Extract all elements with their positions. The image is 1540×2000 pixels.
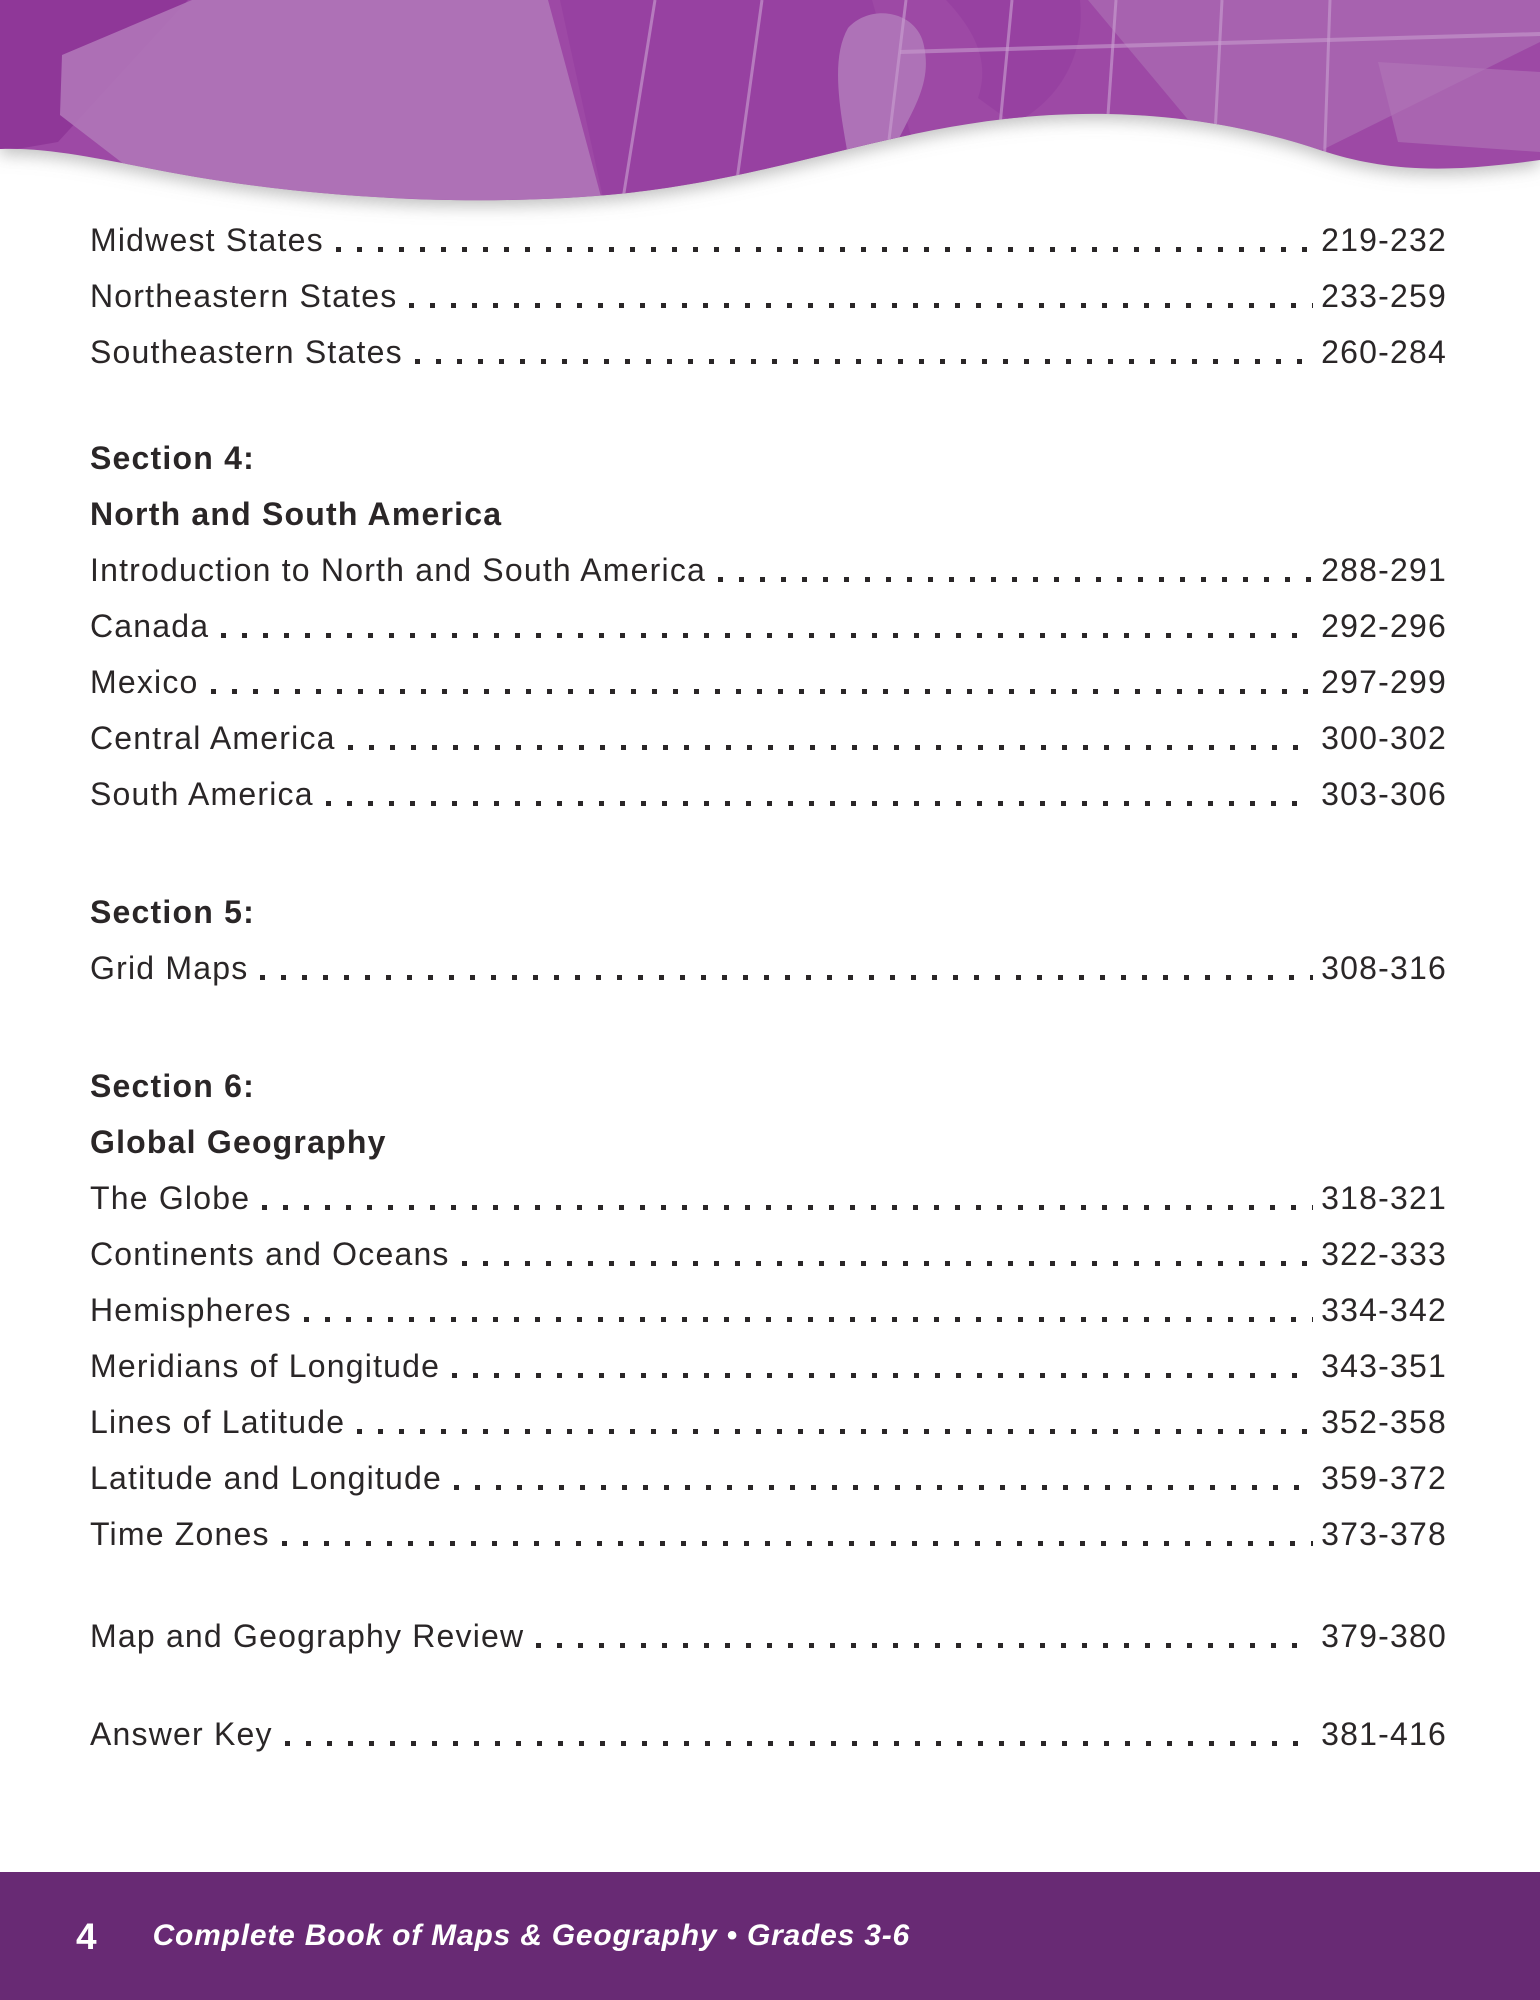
toc-entry [90, 1394, 1447, 1450]
toc-list [90, 212, 1447, 1762]
page-footer [0, 1872, 1540, 2000]
toc-entry [90, 940, 1447, 996]
toc-entry [90, 268, 1447, 324]
toc-entry-pages: 288-291 [1321, 552, 1447, 588]
dot-leader [282, 1541, 1313, 1546]
toc-entry-pages: 297-299 [1321, 664, 1447, 700]
toc-entry-label: Time Zones [90, 1516, 270, 1552]
toc-entry-label: Answer Key [90, 1716, 273, 1752]
toc-entry-label: Introduction to North and South America [90, 552, 707, 588]
toc-entry [90, 598, 1447, 654]
section-header: Section 4: [90, 440, 255, 476]
toc-entry-label: Hemispheres [90, 1292, 292, 1328]
toc-entry-label: Canada [90, 608, 210, 644]
dot-leader [326, 801, 1313, 806]
dot-leader [357, 1429, 1313, 1434]
dot-leader [348, 745, 1314, 750]
dot-leader [454, 1485, 1313, 1490]
toc-entry-pages: 318-321 [1321, 1180, 1447, 1216]
section-header: Section 6: [90, 1068, 255, 1104]
dot-leader [452, 1373, 1313, 1378]
toc-entry-pages: 300-302 [1321, 720, 1447, 756]
toc-group [90, 1058, 1447, 1562]
map-fragments [0, 0, 1540, 230]
dot-leader [211, 689, 1314, 694]
toc-entry-pages: 260-284 [1321, 334, 1447, 370]
toc-entry [90, 212, 1447, 268]
toc-entry [90, 1706, 1447, 1762]
toc-entry [90, 1608, 1447, 1664]
toc-entry [90, 542, 1447, 598]
dot-leader [718, 577, 1313, 582]
toc-entry-pages: 343-351 [1321, 1348, 1447, 1384]
toc-entry-label: Mexico [90, 664, 199, 700]
footer-page-number: 4 [76, 1915, 97, 1957]
toc-entry-label: South America [90, 776, 314, 812]
toc-entry-pages: 352-358 [1321, 1404, 1447, 1440]
toc-entry-label: Southeastern States [90, 334, 403, 370]
toc-entry [90, 1506, 1447, 1562]
dot-leader [415, 359, 1313, 364]
toc-entry-label: Central America [90, 720, 336, 756]
dot-leader [336, 247, 1313, 252]
toc-entry [90, 1170, 1447, 1226]
toc-entry-pages: 334-342 [1321, 1292, 1447, 1328]
toc-entry-pages: 359-372 [1321, 1460, 1447, 1496]
toc-entry [90, 1282, 1447, 1338]
toc-entry-pages: 292-296 [1321, 608, 1447, 644]
toc-entry-pages: 322-333 [1321, 1236, 1447, 1272]
dot-leader [262, 1205, 1313, 1210]
toc-entry-pages: 219-232 [1321, 222, 1447, 258]
toc-group [90, 1608, 1447, 1664]
toc-entry-label: Midwest States [90, 222, 324, 258]
toc-entry-label: Grid Maps [90, 950, 249, 986]
toc-group [90, 1706, 1447, 1762]
toc-group [90, 430, 1447, 822]
world-map-wave-svg [0, 0, 1540, 230]
toc-entry-label: Continents and Oceans [90, 1236, 450, 1272]
toc-entry-label: Lines of Latitude [90, 1404, 346, 1440]
toc-entry [90, 710, 1447, 766]
toc-entry [90, 766, 1447, 822]
toc-entry-pages: 303-306 [1321, 776, 1447, 812]
dot-leader [462, 1261, 1314, 1266]
footer-book-title: Complete Book of Maps & Geography • Grades 3-6 [152, 1919, 911, 1952]
toc-entry-label: Latitude and Longitude [90, 1460, 443, 1496]
toc-entry-pages: 379-380 [1321, 1618, 1447, 1654]
toc-entry-pages: 381-416 [1321, 1716, 1447, 1752]
toc-entry-label: Northeastern States [90, 278, 398, 314]
toc-entry-label: Map and Geography Review [90, 1618, 525, 1654]
toc-entry-label: Meridians of Longitude [90, 1348, 441, 1384]
toc-entry [90, 324, 1447, 380]
dot-leader [536, 1643, 1313, 1648]
dot-leader [304, 1317, 1313, 1322]
toc-entry-pages: 373-378 [1321, 1516, 1447, 1552]
dot-leader [285, 1741, 1313, 1746]
section-header: Section 5: [90, 894, 255, 930]
toc-group [90, 884, 1447, 996]
toc-entry [90, 654, 1447, 710]
toc-group [90, 212, 1447, 380]
dot-leader [260, 975, 1313, 980]
dot-leader [221, 633, 1313, 638]
section-header: North and South America [90, 496, 503, 532]
toc-page-content [0, 212, 1540, 1762]
toc-entry-pages: 308-316 [1321, 950, 1447, 986]
page-header-artwork [0, 0, 1540, 230]
toc-entry [90, 1226, 1447, 1282]
toc-entry-label: The Globe [90, 1180, 251, 1216]
section-header: Global Geography [90, 1124, 387, 1160]
toc-entry [90, 1450, 1447, 1506]
toc-entry [90, 1338, 1447, 1394]
dot-leader [409, 303, 1313, 308]
toc-entry-pages: 233-259 [1321, 278, 1447, 314]
